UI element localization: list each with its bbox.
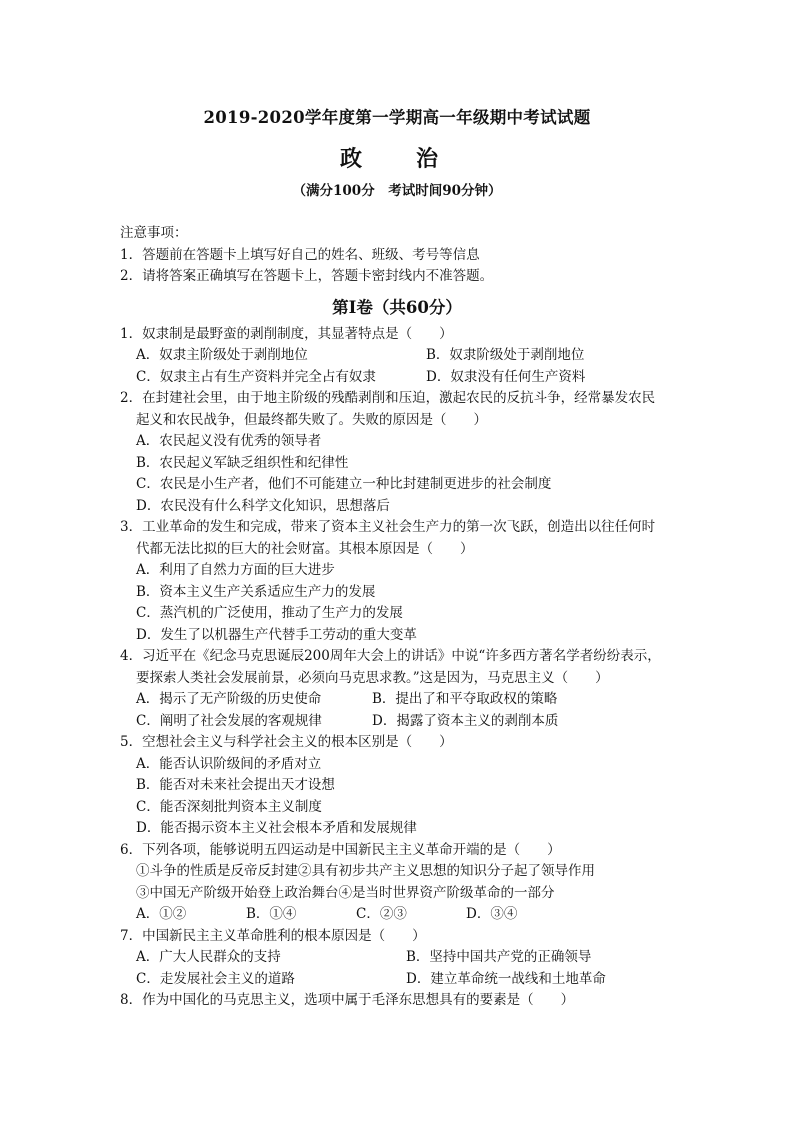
option-c: C．能否深刻批判资本主义制度 [136, 798, 322, 815]
statement-line: ①斗争的性质是反帝反封建②具有初步共产主义思想的知识分子起了领导作用 [136, 863, 595, 879]
question-4 [120, 646, 674, 732]
question-stem: 7．中国新民主主义革命胜利的根本原因是（ ） [120, 927, 426, 944]
option-b: B．能否对未来社会提出天才设想 [136, 777, 335, 793]
option-b: B．①④ [246, 906, 297, 922]
option-c: C．蒸汽机的广泛使用，推动了生产力的发展 [136, 605, 403, 621]
question-7 [120, 926, 674, 991]
question-stem: 1．奴隶制是最野蛮的剥削制度，其显著特点是（ ） [120, 325, 453, 342]
question-1 [120, 324, 674, 389]
option-d: D．揭露了资本主义的剥削本质 [372, 712, 559, 729]
notes-block [120, 223, 674, 288]
option-b: B．提出了和平夺取政权的策略 [372, 691, 558, 707]
option-c: C．奴隶主占有生产资料并完全占有奴隶 [136, 368, 376, 385]
question-6 [120, 840, 674, 926]
notes-item: 1．答题前在答题卡上填写好自己的姓名、班级、考号等信息 [120, 246, 480, 263]
question-stem: 3．工业革命的发生和完成，带来了资本主义社会生产力的第一次飞跃，创造出以往任何时 [120, 519, 656, 535]
option-a: A．奴隶主阶级处于剥削地位 [136, 347, 308, 363]
option-a: A．广大人民群众的支持 [136, 949, 281, 965]
option-a: A．能否认识阶级间的矛盾对立 [136, 755, 322, 772]
option-c: C．走发展社会主义的道路 [136, 970, 295, 987]
question-stem-cont: 代都无法比拟的巨大的社会财富。其根本原因是（ ） [136, 540, 474, 557]
exam-meta: （满分100分 考试时间90分钟） [292, 183, 502, 199]
option-d: D．能否揭示资本主义社会根本矛盾和发展规律 [136, 820, 417, 836]
question-stem: 2．在封建社会里，由于地主阶级的残酷剥削和压迫，激起农民的反抗斗争，经常暴发农民 [120, 390, 656, 406]
exam-title: 2019-2020学年度第一学期高一年级期中考试试题 [203, 108, 591, 127]
option-b: B．奴隶阶级处于剥削地位 [426, 347, 585, 363]
question-2 [120, 388, 674, 517]
subject-title: 政 治 [339, 146, 454, 172]
option-c: C．②③ [356, 906, 407, 922]
question-stem: 4．习近平在《纪念马克思诞辰200周年大会上的讲话》中说“许多西方著名学者纷纷表示， [120, 648, 661, 664]
question-stem: 8．作为中国化的马克思主义，选项中属于毛泽东思想具有的要素是（ ） [120, 992, 575, 1008]
option-b: B．农民起义军缺乏组织性和纪律性 [136, 454, 349, 471]
option-d: D．③④ [466, 906, 518, 922]
question-stem: 6．下列各项，能够说明五四运动是中国新民主主义革命开端的是（ ） [120, 841, 561, 858]
section-title: 第Ⅰ卷（共60分） [332, 297, 462, 317]
option-d: D．建立革命统一战线和土地革命 [406, 970, 606, 987]
question-5 [120, 732, 674, 840]
question-stem-cont: 要探索人类社会发展前景，必须向马克思求教。”这是因为，马克思主义（ ） [136, 669, 609, 686]
option-b: B．资本主义生产关系适应生产力的发展 [136, 583, 376, 600]
notes-heading: 注意事项： [120, 225, 188, 241]
option-b: B．坚持中国共产党的正确领导 [406, 949, 592, 965]
option-c: C．农民是小生产者，他们不可能建立一种比封建制更进步的社会制度 [136, 476, 552, 492]
option-a: A．①② [136, 906, 187, 922]
option-c: C．阐明了社会发展的客观规律 [136, 712, 322, 729]
option-d: D．发生了以机器生产代替手工劳动的重大变革 [136, 626, 417, 643]
question-3 [120, 517, 674, 646]
statement-line: ③中国无产阶级开始登上政治舞台④是当时世界资产阶级革命的一部分 [136, 884, 555, 901]
option-d: D．农民没有什么科学文化知识，思想落后 [136, 497, 390, 514]
option-d: D．奴隶没有任何生产资料 [426, 368, 586, 385]
option-a: A．农民起义没有优秀的领导者 [136, 433, 322, 449]
question-stem: 5．空想社会主义与科学社会主义的根本区别是（ ） [120, 734, 453, 750]
option-a: A．揭示了无产阶级的历史使命 [136, 691, 322, 707]
option-a: A．利用了自然力方面的巨大进步 [136, 562, 335, 578]
question-8 [120, 990, 674, 1012]
question-stem-cont: 起义和农民战争，但最终都失败了。失败的原因是（ ） [136, 411, 487, 428]
notes-item: 2．请将答案正确填写在答题卡上，答题卡密封线内不准答题。 [120, 268, 494, 284]
